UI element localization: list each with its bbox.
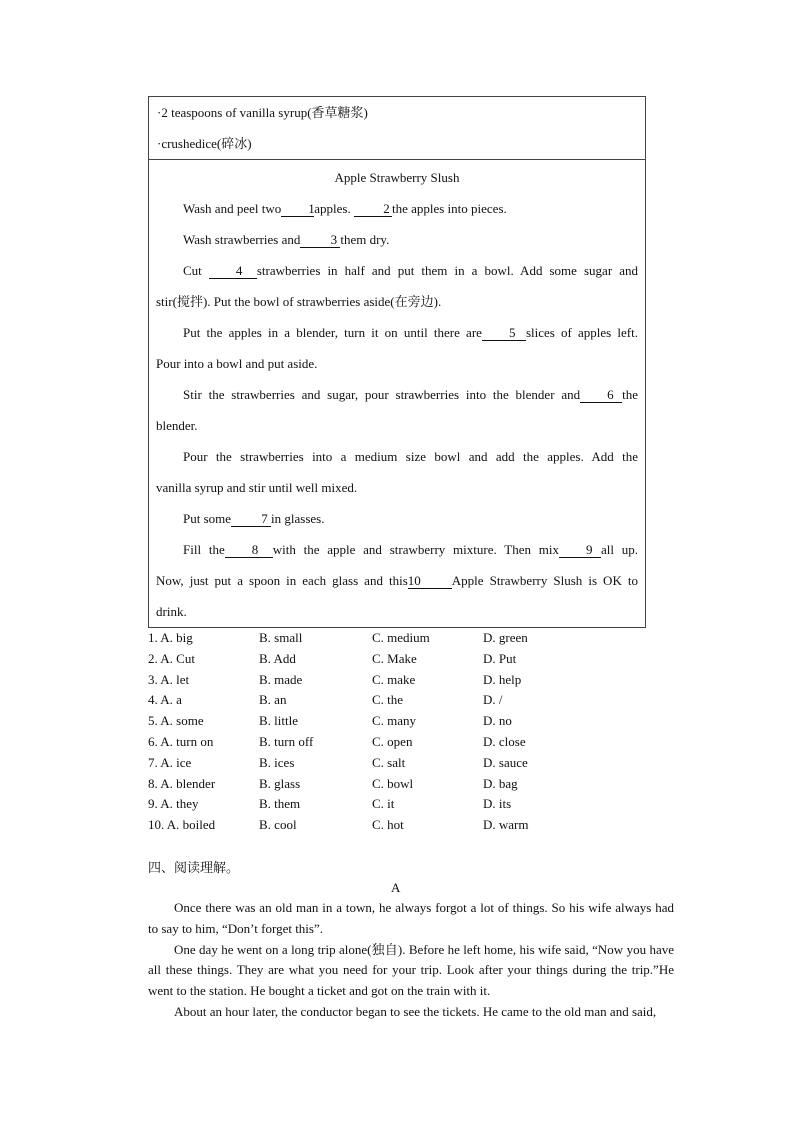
option-d: D. / <box>483 692 503 708</box>
paragraph: One day he went on a long trip alone(独自). Before he left home, his wife said, “Now you have all these things. They are what you need for your trip. Look after your things during the trip.”He went to the station. He bought a ticket and got on the train with it. <box>148 941 674 999</box>
option-row <box>148 815 648 836</box>
option-c: C. open <box>372 733 413 749</box>
recipe-line: Stir the strawberries and sugar, pour strawberries into the blender and 6 the <box>183 387 638 402</box>
option-c: C. it <box>372 796 395 812</box>
option-a: 2. A. Cut <box>148 650 195 666</box>
recipe-line: Cut 4 strawberries in half and put them in a bowl. Add some sugar and <box>183 263 638 278</box>
paragraph: About an hour later, the conductor began to see the tickets. He came to the old man and said, <box>174 1003 657 1019</box>
option-c: C. medium <box>372 630 430 645</box>
option-row <box>148 628 648 649</box>
option-b: B. cool <box>259 817 297 833</box>
option-c: C. bowl <box>372 775 414 791</box>
blank-3: 3 <box>300 232 340 248</box>
option-row <box>148 649 648 670</box>
blank-10: 10 <box>408 573 452 589</box>
paragraph: Once there was an old man in a town, he always forgot a lot of things. So his wife always had to say to him, “Don’t forget this”. <box>148 900 674 936</box>
recipe-line: drink. <box>156 604 187 619</box>
option-d: D. warm <box>483 817 529 833</box>
option-row <box>148 753 648 774</box>
option-a: 4. A. a <box>148 692 182 708</box>
option-row <box>148 670 648 691</box>
option-a: 9. A. they <box>148 796 199 812</box>
option-a: 10. A. boiled <box>148 817 216 833</box>
option-c: C. many <box>372 713 417 729</box>
option-b: B. glass <box>259 775 301 791</box>
answer-options <box>148 628 648 836</box>
recipe-line: vanilla syrup and stir until well mixed. <box>156 480 358 495</box>
option-d: D. sauce <box>483 754 528 770</box>
blank-5: 5 <box>482 325 526 341</box>
section-heading: 四、阅读理解。 <box>148 860 240 875</box>
option-a: 6. A. turn on <box>148 733 214 749</box>
option-a: 7. A. ice <box>148 754 192 770</box>
blank-7: 7 <box>231 511 271 527</box>
option-a: 5. A. some <box>148 713 204 729</box>
option-a: 3. A. let <box>148 671 190 687</box>
option-row <box>148 711 648 732</box>
option-d: D. bag <box>483 775 518 791</box>
option-d: D. no <box>483 713 512 729</box>
recipe-text <box>149 162 645 627</box>
option-a: 1. A. big <box>148 630 193 645</box>
recipe-line: stir(搅拌). Put the bowl of strawberries aside(在旁边). <box>156 294 442 309</box>
recipe-line: Put some 7 in glasses. <box>183 511 325 526</box>
blank-6: 6 <box>580 387 622 403</box>
option-d: D. help <box>483 671 522 687</box>
option-row <box>148 794 648 815</box>
recipe-line: Now, just put a spoon in each glass and this10 Apple Strawberry Slush is OK to <box>156 573 638 588</box>
option-row <box>148 690 648 711</box>
option-row <box>148 774 648 795</box>
option-c: C. Make <box>372 650 417 666</box>
option-d: D. green <box>483 630 528 645</box>
recipe-line: Wash strawberries and 3 them dry. <box>183 232 390 247</box>
blank-1: 1 <box>281 201 314 217</box>
recipe-title: Apple Strawberry Slush <box>334 170 460 185</box>
option-d: D. Put <box>483 650 517 666</box>
recipe-line: Pour the strawberries into a medium size bowl and add the apples. Add the <box>183 449 638 464</box>
option-c: C. salt <box>372 754 406 770</box>
option-b: B. small <box>259 630 303 645</box>
option-d: D. close <box>483 733 526 749</box>
option-b: B. turn off <box>259 733 314 749</box>
option-b: B. made <box>259 671 303 687</box>
option-a: 8. A. blender <box>148 775 216 791</box>
blank-9: 9 <box>559 542 601 558</box>
ingredient-line: ·2 teaspoons of vanilla syrup(香草糖浆) <box>157 105 368 120</box>
blank-2: 2 <box>354 201 392 217</box>
option-c: C. the <box>372 692 404 708</box>
recipe-line: blender. <box>156 418 198 433</box>
ingredient-line: ·crushedice(碎冰) <box>157 136 252 151</box>
option-b: B. an <box>259 692 287 708</box>
recipe-line: Wash and peel two 1apples. 2 the apples into pieces. <box>183 201 507 216</box>
option-b: B. Add <box>259 650 296 666</box>
option-c: C. make <box>372 671 416 687</box>
option-b: B. little <box>259 713 298 729</box>
divider <box>149 159 645 160</box>
recipe-box <box>148 96 646 628</box>
blank-8: 8 <box>225 542 273 558</box>
option-b: B. them <box>259 796 301 812</box>
option-row <box>148 732 648 753</box>
recipe-line: Pour into a bowl and put aside. <box>156 356 318 371</box>
option-d: D. its <box>483 796 512 812</box>
option-b: B. ices <box>259 754 295 770</box>
recipe-line: Put the apples in a blender, turn it on until there are 5 slices of apples left. <box>183 325 638 340</box>
recipe-line: Fill the 8 with the apple and strawberry mixture. Then mix 9 all up. <box>183 542 638 557</box>
reading-passage <box>148 898 674 1023</box>
passage-letter: A <box>391 880 401 895</box>
blank-4: 4 <box>209 263 257 279</box>
option-c: C. hot <box>372 817 404 833</box>
